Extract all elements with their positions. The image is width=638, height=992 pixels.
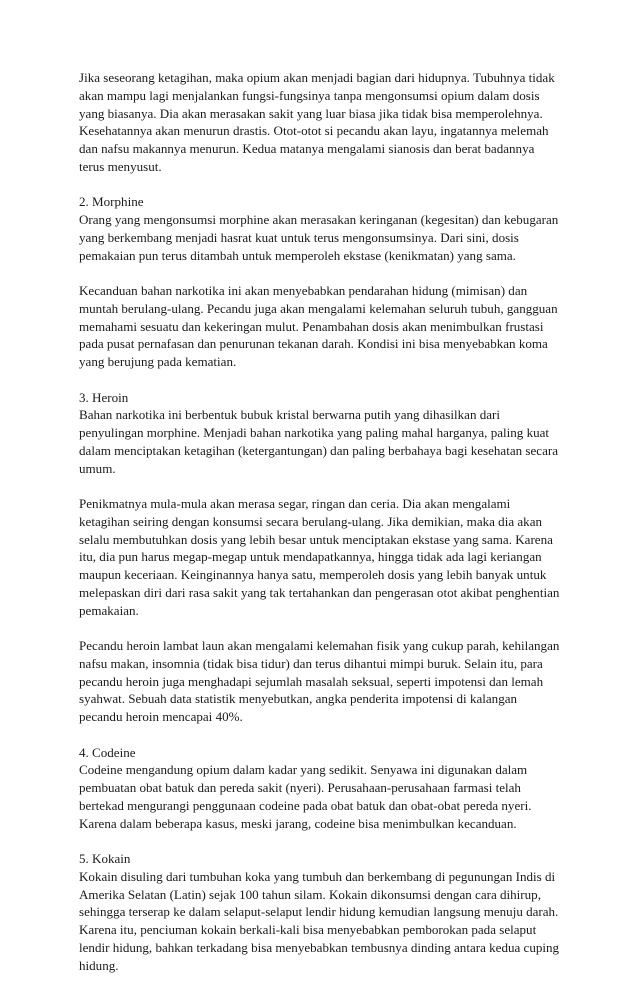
section-morphine-continued [79, 282, 563, 371]
paragraph: Orang yang mengonsumsi morphine akan merasakan keringanan (kegesitan) dan kebugaran yang berkembang menjadi hasrat kuat untuk terus mengonsumsinya. Dari sini, dosis pemakaian pun terus ditambah untuk memperoleh ekstase (kenikmatan) yang sama. [79, 212, 559, 263]
section-heading: 5. Kokain [79, 851, 131, 866]
document-page [79, 69, 563, 992]
section-heroin-continued-1 [79, 495, 563, 619]
paragraph: Kokain disuling dari tumbuhan koka yang tumbuh dan berkembang di pegunungan Indis di Amerika Selatan (Latin) sejak 100 tahun silam. Kokain dikonsumsi dengan cara dihirup, sehingga terserap ke dalam selaput-selaput lendir hidung kemudian langsung menuju darah. Karena itu, penciuman kokain berkali-kali bisa menyebabkan pemborokan pada selaput lendir hidung, bahkan terkadang bisa menyebabkan tembusnya dinding antara kedua cuping hidung. [79, 868, 560, 973]
section-heroin [79, 389, 563, 478]
section-morphine [79, 193, 563, 264]
section-heading: 4. Codeine [79, 744, 136, 760]
intro-block [79, 69, 563, 176]
paragraph: Kecanduan bahan narkotika ini akan menyebabkan pendarahan hidung (mimisan) dan muntah berulang-ulang. Pecandu juga akan mengalami kelemahan seluruh tubuh, gangguan memahami sesuatu dan kekeringan mulut. Penambahan dosis akan menimbulkan frustasi pada pusat pernafasan dan penurunan tekanan darah. Kondisi ini bisa menyebabkan koma yang berujung pada kematian. [79, 283, 558, 369]
paragraph: Penikmatnya mula-mula akan merasa segar, ringan dan ceria. Dia akan mengalami ketagihan seiring dengan konsumsi secara berulang-ulang. Jika demikian, maka dia akan selalu membutuhkan dosis yang lebih besar untuk menciptakan ekstase yang sama. Karena itu, dia pun harus megap-megap untuk mendapatkannya, hingga tidak ada lagi keriangan maupun keceriaan. Keinginannya hanya satu, memperoleh dosis yang lebih banyak untuk melepaskan diri dari rasa sakit yang tak tertahankan dan pengerasan otot akibat penghentian pemakaian. [79, 496, 560, 618]
intro-paragraph: Jika seseorang ketagihan, maka opium akan menjadi bagian dari hidupnya. Tubuhnya tidak akan mampu lagi menjalankan fungsi-fungsinya tanpa mengonsumsi opium dalam dosis yang biasanya. Dia akan merasakan sakit yang luar biasa jika tidak bisa memperolehnya. Kesehatannya akan menurun drastis. Otot-otot si pecandu akan layu, ingatannya melemah dan nafsu makannya menurun. Kedua matanya mengalami sianosis dan berat badannya terus menyusut. [79, 70, 555, 174]
paragraph: Bahan narkotika ini berbentuk bubuk kristal berwarna putih yang dihasilkan dari penyulingan morphine. Menjadi bahan narkotika yang paling mahal harganya, paling kuat dalam menciptakan ketagihan (ketergantungan) dan paling berbahaya bagi kesehatan secara umum. [79, 407, 559, 476]
section-codeine [79, 744, 563, 833]
section-heroin-continued-2 [79, 637, 563, 726]
section-heading: 2. Morphine [79, 194, 144, 210]
section-heading: 3. Heroin [79, 389, 129, 405]
section-kokain [79, 850, 563, 974]
paragraph: Codeine mengandung opium dalam kadar yang sedikit. Senyawa ini digunakan dalam pembuatan obat batuk dan pereda sakit (nyeri). Perusahaan-perusahaan farmasi telah bertekad mengurangi penggunaan codeine pada obat batuk dan obat-obat pereda nyeri. Karena dalam beberapa kasus, meski jarang, codeine bisa menimbulkan kecanduan. [79, 762, 532, 831]
paragraph: Pecandu heroin lambat laun akan mengalami kelemahan fisik yang cukup parah, kehilangan nafsu makan, insomnia (tidak bisa tidur) dan terus dihantui mimpi buruk. Selain itu, para pecandu heroin juga menghadapi sejumlah masalah seksual, seperti impotensi dan lemah syahwat. Sebuah data statistik menyebutkan, angka penderita impotensi di kalangan pecandu heroin mencapai 40%. [79, 638, 560, 724]
